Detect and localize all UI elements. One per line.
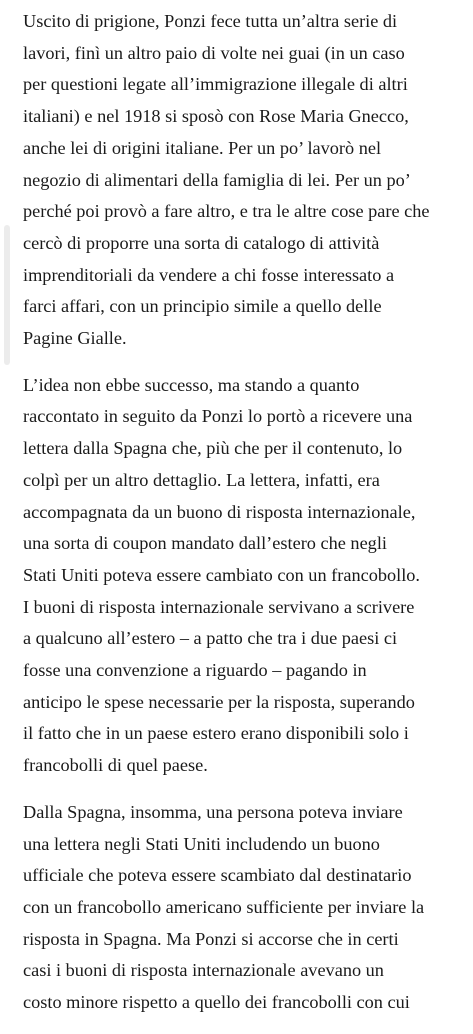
text-line: Uscito di prigione, Ponzi fece tutta un’altra serie di	[23, 11, 398, 31]
text-line: una lettera negli Stati Uniti includendo un buono	[23, 833, 380, 854]
text-line: costo minore rispetto a quello dei francobolli con cui	[23, 992, 410, 1013]
text-line: lavori, finì un altro paio di volte nei guai (in un caso	[23, 42, 405, 63]
text-line: imprenditoriali da vendere a chi fosse interessato a	[23, 264, 395, 285]
text-line: farci affari, con un principio simile a quello delle	[23, 296, 382, 317]
text-line: Stati Uniti poteva essere cambiato con un francobollo.	[23, 564, 420, 585]
text-line: italiani) e nel 1918 si sposò con Rose Maria Gnecco,	[23, 106, 409, 127]
text-line: perché poi provò a fare altro, e tra le altre cose pare che	[23, 201, 430, 222]
text-line: una sorta di coupon mandato dall’estero che negli	[23, 533, 387, 554]
text-line: fosse una convenzione a riguardo – pagando in	[23, 660, 367, 681]
text-line: casi i buoni di risposta internazionale avevano un	[23, 960, 384, 981]
text-line: L’idea non ebbe successo, ma stando a quanto	[23, 374, 360, 395]
paragraph-3	[23, 797, 463, 1019]
text-line: risposta in Spagna. Ma Ponzi si accorse che in certi	[23, 928, 399, 949]
text-line: cercò di proporre una sorta di catalogo di attività	[23, 232, 380, 253]
text-line: francobolli di quel paese.	[23, 755, 208, 776]
text-line: il fatto che in un paese estero erano disponibili solo i	[23, 723, 409, 744]
text-line: raccontato in seguito da Ponzi lo portò a ricevere una	[23, 406, 413, 427]
text-line: colpì per un altro dettaglio. La lettera, infatti, era	[23, 469, 380, 490]
paragraph-2	[23, 370, 463, 782]
text-line: accompagnata da un buono di risposta internazionale,	[23, 501, 416, 522]
article-body	[23, 6, 463, 1034]
text-line: Pagine Gialle.	[23, 328, 127, 349]
text-line: Dalla Spagna, insomma, una persona poteva inviare	[23, 801, 403, 822]
scroll-indicator[interactable]	[4, 225, 10, 365]
text-line: anticipo le spese necessarie per la risposta, superando	[23, 691, 415, 712]
text-line: anche lei di origini italiane. Per un po’ lavorò nel	[23, 137, 382, 158]
text-line: ufficiale che poteva essere scambiato dal destinatario	[23, 865, 412, 886]
text-line: lettera dalla Spagna che, più che per il contenuto, lo	[23, 438, 403, 459]
paragraph-1	[23, 6, 463, 355]
text-line: a qualcuno all’estero – a patto che tra i due paesi ci	[23, 628, 398, 649]
text-line: con un francobollo americano sufficiente per inviare la	[23, 896, 425, 917]
text-line: I buoni di risposta internazionale servivano a scrivere	[23, 596, 415, 617]
text-line: per questioni legate all’immigrazione illegale di altri	[23, 74, 408, 95]
text-line: negozio di alimentari della famiglia di lei. Per un po’	[23, 169, 411, 190]
